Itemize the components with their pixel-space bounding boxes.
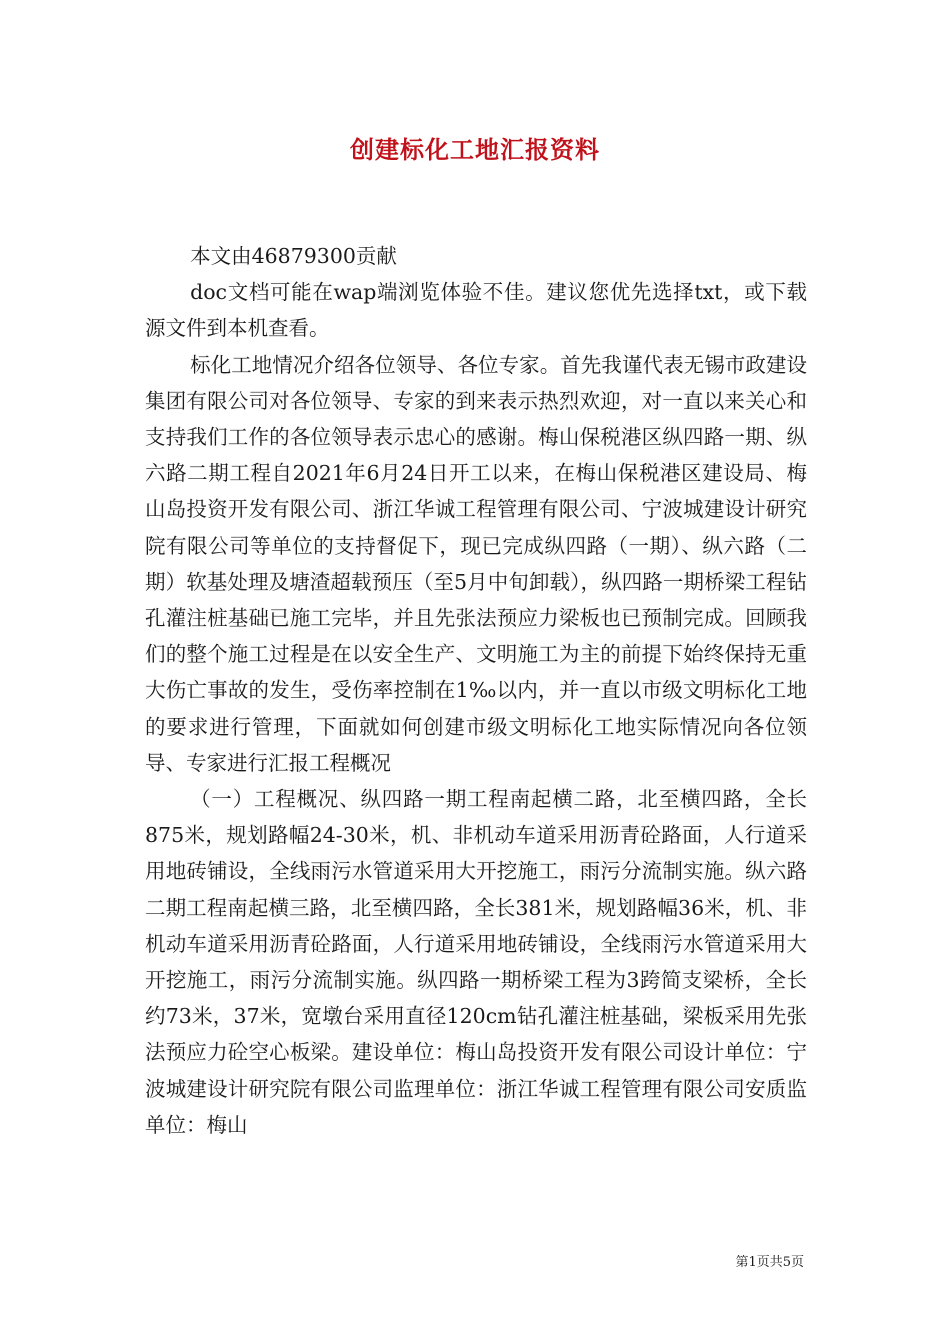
paragraph-introduction: 标化工地情况介绍各位领导、各位专家。首先我谨代表无锡市政建设集团有限公司对各位领导、专家的到来表示热烈欢迎，对一直以来关心和支持我们工作的各位领导表示忠心的感谢。梅山保税港区纵四路一期、纵六路二期工程自2021年6月24日开工以来，在梅山保税港区建设局、梅山岛投资开发有限公司、浙江华诚工程管理有限公司、宁波城建设计研究院有限公司等单位的支持督促下，现已完成纵四路（一期）、纵六路（二期）软基处理及塘渣超载预压（至5月中旬卸载），纵四路一期桥梁工程钻孔灌注桩基础已施工完毕，并且先张法预应力梁板也已预制完成。回顾我们的整个施工过程是在以安全生产、文明施工为主的前提下始终保持无重大伤亡事故的发生，受伤率控制在1‰以内，并一直以市级文明标化工地的要求进行管理，下面就如何创建市级文明标化工地实际情况向各位领导、专家进行汇报工程概况 [145, 352, 807, 775]
paragraph-contributor: 本文由46879300贡献 [190, 244, 397, 268]
paragraph-doc-notice: doc文档可能在wap端浏览体验不佳。建议您优先选择txt，或下载源文件到本机查看。 [145, 280, 807, 341]
page-number: 第1页共5页 [735, 1255, 804, 1270]
document-body [145, 238, 807, 1143]
document-title: 创建标化工地汇报资料 [350, 135, 600, 164]
paragraph-project-overview: （一）工程概况、纵四路一期工程南起横二路，北至横四路，全长875米，规划路幅24-30米，机、非机动车道采用沥青砼路面，人行道采用地砖铺设，全线雨污水管道采用大开挖施工，雨污分流制实施。纵六路二期工程南起横三路，北至横四路，全长381米，规划路幅36米，机、非机动车道采用沥青砼路面，人行道采用地砖铺设，全线雨污水管道采用大开挖施工，雨污分流制实施。纵四路一期桥梁工程为3跨简支梁桥，全长约73米，37米，宽墩台采用直径120cm钻孔灌注桩基础，梁板采用先张法预应力砼空心板梁。建设单位：梅山岛投资开发有限公司设计单位：宁波城建设计研究院有限公司监理单位：浙江华诚工程管理有限公司安质监单位：梅山 [145, 787, 807, 1137]
